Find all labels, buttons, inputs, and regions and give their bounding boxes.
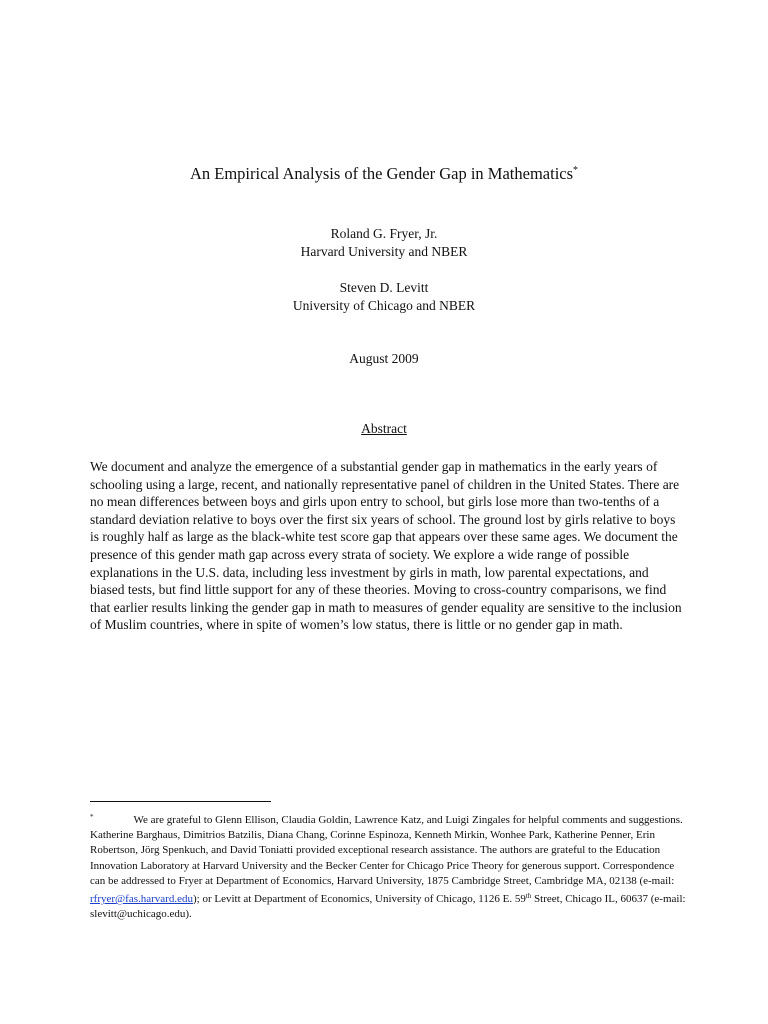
abstract-heading: Abstract <box>361 421 407 436</box>
paper-date: August 2009 <box>349 351 419 366</box>
email-link-fryer[interactable]: rfryer@fas.harvard.edu <box>90 893 193 906</box>
title-footnote-mark: * <box>573 165 579 176</box>
ordinal-suffix: th <box>525 892 532 901</box>
abstract-body: We document and analyze the emergence of a substantial gender gap in mathematics in the early years of schooling using a large, recent, and nationally representative panel of children in the United States. There are no mean differences between boys and girls upon entry to school, but girls lose more than two-tenths of a standard deviation relative to boys over the first six years of school. The ground lost by girls relative to boys is roughly half as large as the black-white test score gap that appears over these same ages. We document the presence of this gender math gap across every strata of society. We explore a wide range of possible explanations in the U.S. data, including less investment by girls in math, low parental expectations, and biased tests, but find little support for any of these theories. Moving to cross-country comparisons, we find that earlier results linking the gender gap in math to measures of gender equality are sensitive to the inclusion of Muslim countries, where in spite of women’s low status, there is little or no gender gap in math. <box>90 459 682 633</box>
paper-title <box>0 164 768 184</box>
footnote-text-end: Street, Chicago IL, 60637 (e-mail: slevitt@uchicago.edu). <box>90 893 686 921</box>
footnote-mark: * <box>90 813 94 821</box>
footnote-text-start: We are grateful to Glenn Ellison, Claudia Goldin, Lawrence Katz, and Luigi Zingales for helpful comments and suggestions. Katherine Barghaus, Dimitrios Batzilis, Diana Chang, Corinne Espinoza, Kenneth Mirkin, Wonhee Park, Katherine Penner, Erin Robertson, Jörg Spenkuch, and David Toniatti provided exceptional research assistance. The authors are grateful to the Education Innovation Laboratory at Harvard University and the Becker Center for Chicago Price Theory for generous support. Correspondence can be addressed to Fryer at Department of Economics, Harvard University, 1875 Cambridge Street, Cambridge MA, 02138 (e-mail: <box>90 814 683 887</box>
author-1-name: Roland G. Fryer, Jr. <box>330 226 438 241</box>
author-2-name: Steven D. Levitt <box>339 280 429 295</box>
footnote-text-middle: ); or Levitt at Department of Economics, University of Chicago, 1126 E. 59 <box>192 893 526 906</box>
author-1-affiliation: Harvard University and NBER <box>300 244 468 259</box>
footnote <box>90 810 690 922</box>
footnote-divider <box>90 801 271 802</box>
author-2-affiliation: University of Chicago and NBER <box>292 298 476 313</box>
paper-title-text: An Empirical Analysis of the Gender Gap in Mathematics <box>189 164 574 183</box>
